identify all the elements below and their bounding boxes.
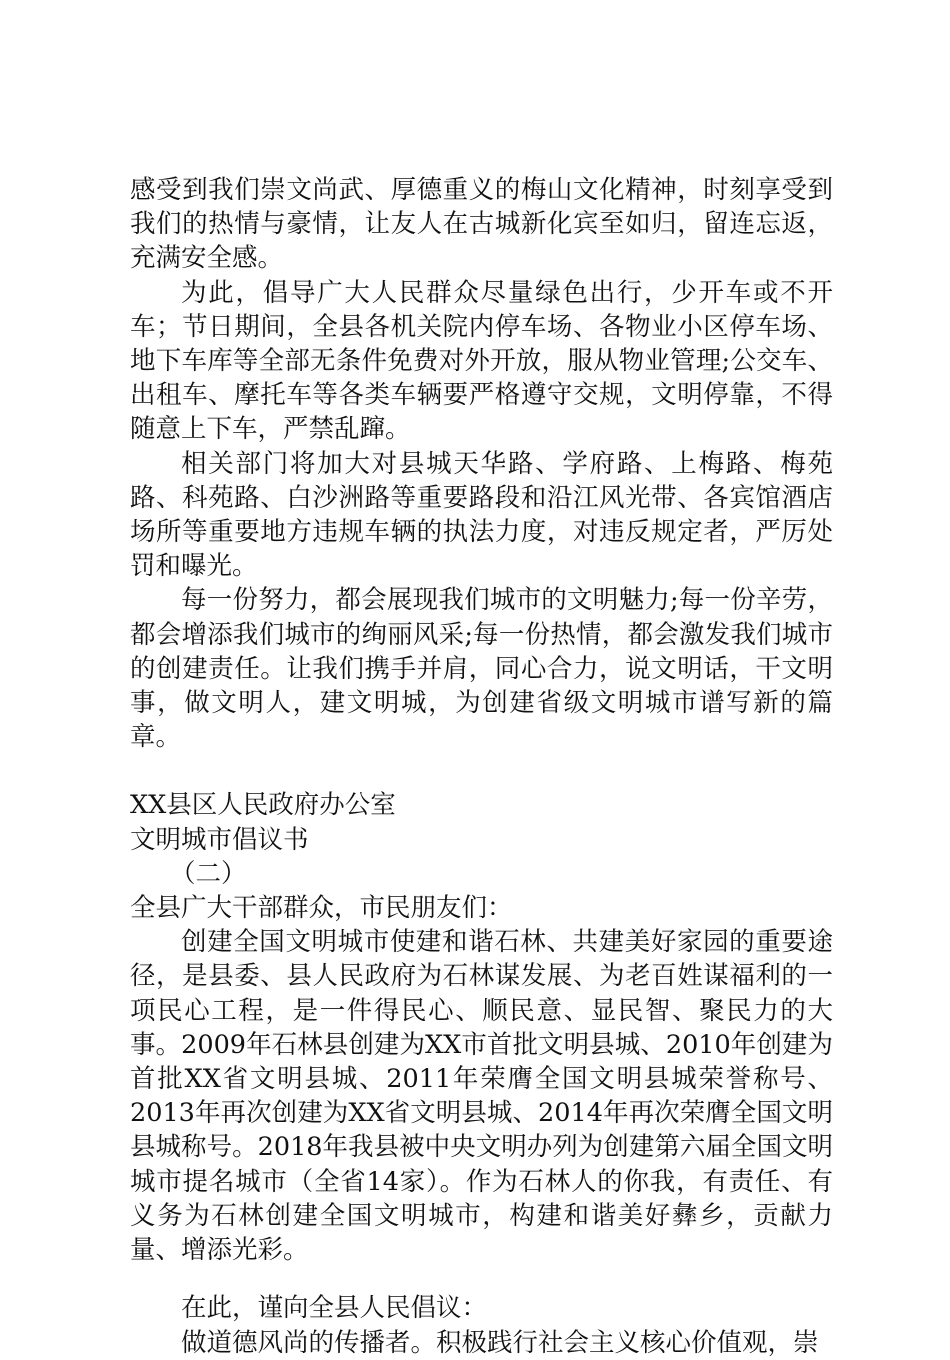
second-document-title: 文明城市倡议书 bbox=[130, 824, 309, 855]
proposal-item-1: 做道德风尚的传播者。积极践行社会主义核心价值观，崇 bbox=[181, 1327, 819, 1358]
paragraph-continuation: 感受到我们崇文尚武、厚德重义的梅山文化精神，时刻享受到我们的热情与豪情，让友人在古城新化宾至如归，留连忘返，充满安全感。 bbox=[130, 175, 833, 274]
proposal-intro: 在此，谨向全县人民倡议： bbox=[181, 1293, 488, 1324]
salutation: 全县广大干部群众，市民朋友们： bbox=[130, 893, 513, 924]
signature-office: XX县区人民政府办公室 bbox=[130, 790, 396, 821]
paragraph-closing: 每一份努力，都会展现我们城市的文明魅力;每一份辛劳，都会增添我们城市的绚丽风采;每一份热情，都会激发我们城市的创建责任。让我们携手并肩，同心合力，说文明话，干文明事，做文明人，建文明城，为创建省级文明城市谱写新的篇章。 bbox=[130, 585, 833, 753]
paragraph-enforcement: 相关部门将加大对县城天华路、学府路、上梅路、梅苑路、科苑路、白沙洲路等重要路段和沿江风光带、各宾馆酒店场所等重要地方违规车辆的执法力度，对违反规定者，严厉处罚和曝光。 bbox=[130, 448, 833, 582]
document-body bbox=[130, 173, 833, 1360]
second-document-number: （二） bbox=[170, 858, 247, 889]
paragraph-civilized-city: 创建全国文明城市使建和谐石林、共建美好家园的重要途径，是县委、县人民政府为石林谋发展、为老百姓谋福利的一项民心工程，是一件得民心、顺民意、显民智、聚民力的大事。2009年石林县创建为XX市首批文明县城、2010年创建为首批XX省文明县城、2011年荣膺全国文明县城荣誉称号、2013年再次创建为XX省文明县城、2014年再次荣膺全国文明县城称号。2018年我县被中央文明办列为创建第六届全国文明城市提名城市（全省14家）。作为石林人的你我，有责任、有义务为石林创建全国文明城市，构建和谐美好彝乡，贡献力量、增添光彩。 bbox=[130, 927, 833, 1266]
paragraph-green-travel: 为此，倡导广大人民群众尽量绿色出行，少开车或不开车；节日期间，全县各机关院内停车场、各物业小区停车场、地下车库等全部无条件免费对外开放，服从物业管理;公交车、出租车、摩托车等各类车辆要严格遵守交规，文明停靠，不得随意上下车，严禁乱蹿。 bbox=[130, 277, 833, 445]
